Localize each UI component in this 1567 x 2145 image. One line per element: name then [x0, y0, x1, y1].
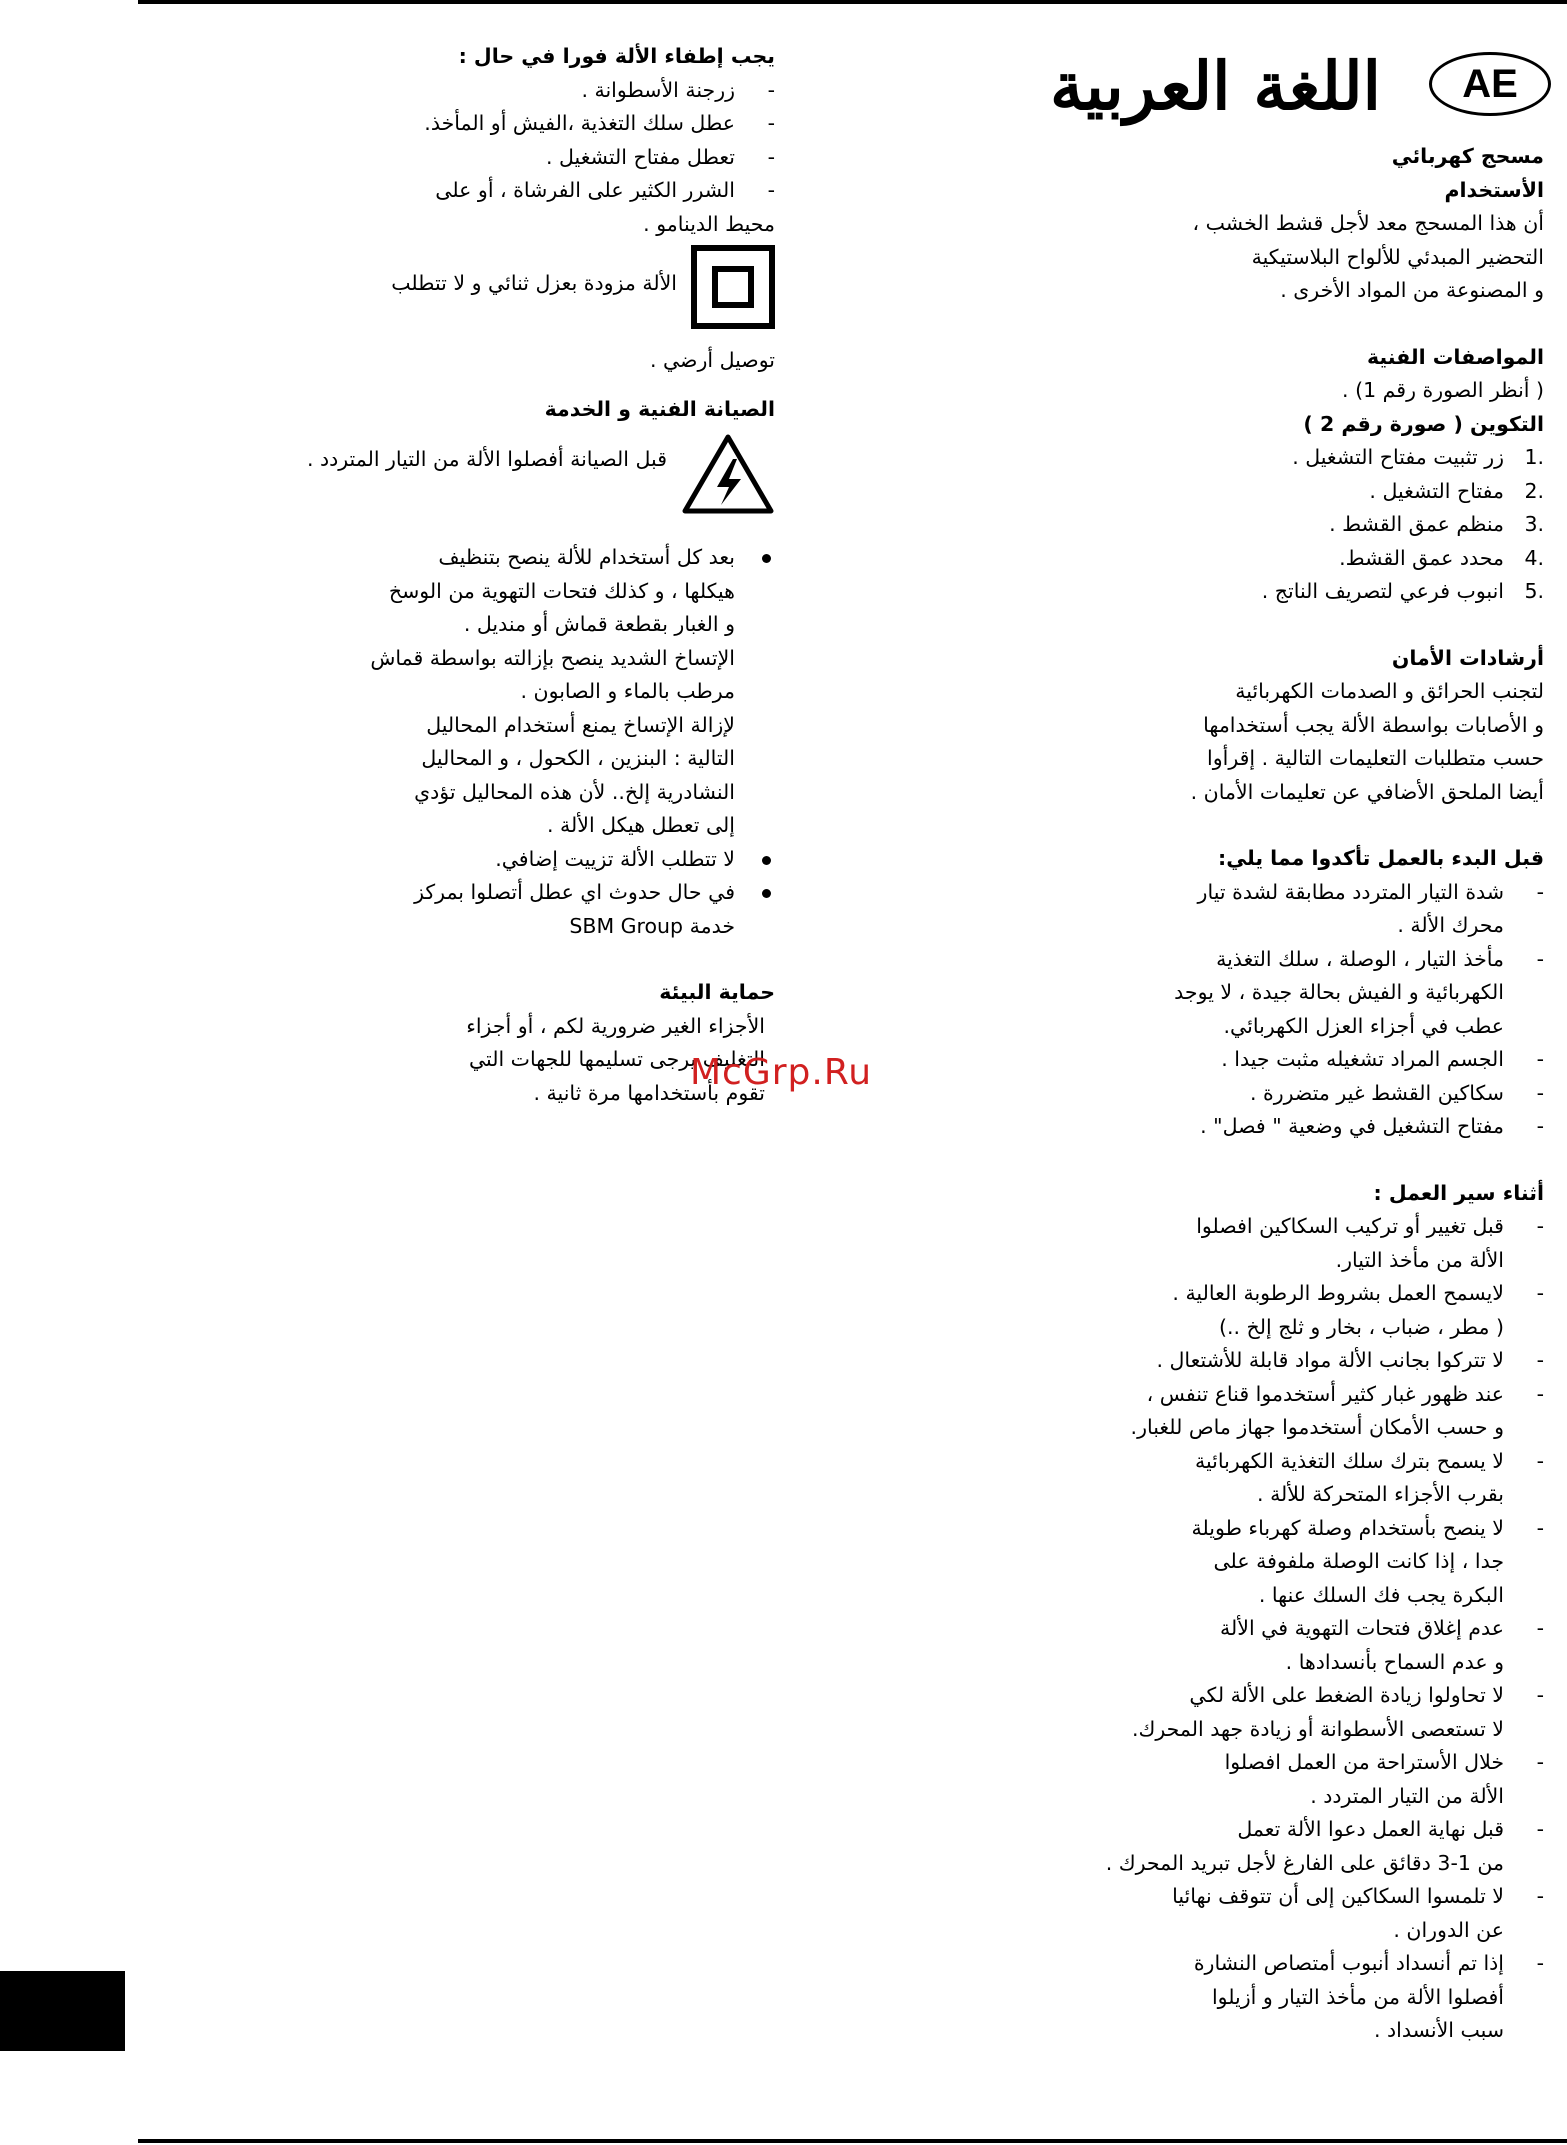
language-badge: AE	[1429, 52, 1551, 116]
list-item: - قبل نهاية العمل دعوا الألة تعمل من 1-3 دقائق على الفارغ لأجل تبريد المحرك .	[1050, 1813, 1544, 1880]
list-item: لا تتطلب الألة تزييت إضافي.	[255, 843, 775, 877]
specs-heading: المواصفات الفنية	[1367, 344, 1544, 369]
page-edge-tab	[0, 1971, 125, 2051]
maintenance-warning-text: قبل الصيانة أفصلوا الألة من التيار المتردد .	[306, 446, 667, 471]
electric-hazard-icon	[681, 433, 775, 526]
usage-line: و المصنوعة من المواد الأخرى .	[1280, 278, 1544, 302]
list-item: في حال حدوث اي عطل أتصلوا بمركز خدمة SBM Group	[255, 876, 775, 943]
list-item: بعد كل أستخدام للألة ينصح بتنظيف هيكلها ، و كذلك فتحات التهوية من الوسخ و الغبار بقطعة قماش أو منديل . الإتساخ الشديد ينصح بإزالته بواسطة قماش مرطب بالماء و الصابون . لإزالة الإتساخ يمنع أستخدام المحاليل التالية : البنزين ، الكحول ، و المحاليل النشادرية إلخ.. لأن هذه المحاليل تؤدي إلى تعطل هيكل الألة .	[255, 541, 775, 843]
list-item: - لا تحاولوا زيادة الضغط على الألة لكي لا تستعصى الأسطوانة أو زيادة جهد المحرك.	[1050, 1679, 1544, 1746]
list-item: - تعطل مفتاح التشغيل .	[255, 141, 775, 175]
list-item: - عطل سلك التغذية ،الفيش أو المأخذ.	[255, 107, 775, 141]
bottom-rule	[138, 2139, 1567, 2143]
double-insulation-icon	[691, 245, 775, 340]
list-item: - عند ظهور غبار كثير أستخدموا قناع تنفس ، و حسب الأمكان أستخدموا جهاز ماص للغبار.	[1050, 1378, 1544, 1445]
double-insulation-tail: توصيل أرضي .	[649, 347, 775, 372]
during-work-heading: أثناء سير العمل :	[1373, 1180, 1544, 1205]
before-work-list	[1050, 876, 1544, 1144]
shutdown-tail: محيط الدينامو .	[643, 211, 775, 236]
list-item: - لايسمح العمل بشروط الرطوبة العالية . ( مطر ، ضباب ، بخار و ثلج إلخ ..)	[1050, 1277, 1544, 1344]
composition-item: 5. انبوب فرعي لتصريف الناتج .	[1261, 579, 1544, 603]
list-item: - مأخذ التيار ، الوصلة ، سلك التغذية الكهربائية و الفيش بحالة جيدة ، لا يوجد عطب في أجزاء العزل الكهربائي.	[1050, 943, 1544, 1044]
environment-heading: حماية البيئة	[659, 980, 775, 1004]
list-item: - قبل تغيير أو تركيب السكاكين افصلوا الألة من مأخذ التيار.	[1050, 1210, 1544, 1277]
watermark: McGrp.Ru	[690, 1052, 873, 1093]
product-title: مسحج كهربائي	[1391, 144, 1544, 168]
top-rule	[138, 0, 1567, 4]
list-item: - لا يسمح بترك سلك التغذية الكهربائية بقرب الأجزاء المتحركة للألة .	[1050, 1445, 1544, 1512]
usage-heading: الأستخدام	[1444, 177, 1544, 202]
composition-heading: التكوين ( صورة رقم 2 )	[1303, 411, 1544, 436]
list-item: - زرجنة الأسطوانة .	[255, 74, 775, 108]
safety-text: لتجنب الحرائق و الصدمات الكهربائية و الأصابات بواسطة الألة يجب أستخدامها حسب متطلبات التعليمات التالية . إقرأوا أيضا الملحق الأضافي عن تعليمات الأمان .	[1190, 679, 1544, 804]
maintenance-warning-row	[255, 433, 775, 526]
safety-heading: أرشادات الأمان	[1391, 645, 1544, 670]
before-work-heading: قبل البدء بالعمل تأكدوا مما يلي:	[1218, 846, 1544, 870]
composition-item: 1. زر تثبيت مفتاح التشغيل .	[1292, 445, 1544, 469]
list-item: - خلال الأستراحة من العمل افصلوا الألة من التيار المتردد .	[1050, 1746, 1544, 1813]
list-item: - شدة التيار المتردد مطابقة لشدة تيار محرك الألة .	[1050, 876, 1544, 943]
list-item: - لا ينصح بأستخدام وصلة كهرباء طويلة جدا ، إذا كانت الوصلة ملفوفة على البكرة يجب فك السلك عنها .	[1050, 1512, 1544, 1613]
composition-item: 4. محدد عمق القشط.	[1339, 545, 1544, 570]
language-header	[1050, 38, 1551, 138]
shutdown-list	[255, 74, 775, 208]
usage-line: التحضير المبدئي للألواح البلاستيكية	[1251, 244, 1544, 269]
during-work-list	[1050, 1210, 1544, 2048]
list-item: - الشرر الكثير على الفرشاة ، أو على	[255, 174, 775, 208]
language-title: اللغة العربية	[1050, 47, 1381, 125]
environment-text: الأجزاء الغير ضرورية لكم ، أو أجزاء التغليف يرجى تسليمها للجهات التي تقوم بأستخدامها مرة ثانية .	[466, 1013, 765, 1105]
list-item: - لا تتركوا بجانب الألة مواد قابلة للأشتعال .	[1050, 1344, 1544, 1378]
usage-line: أن هذا المسحج معد لأجل قشط الخشب ،	[1192, 211, 1544, 235]
double-insulation-row	[255, 245, 775, 340]
maintenance-list	[255, 541, 775, 943]
double-insulation-text: الألة مزودة بعزل ثنائي و لا تتطلب	[391, 271, 677, 295]
composition-item: 2. مفتاح التشغيل .	[1369, 478, 1544, 503]
list-item: - لا تلمسوا السكاكين إلى أن تتوقف نهائيا عن الدوران .	[1050, 1880, 1544, 1947]
composition-item: 3. منظم عمق القشط .	[1329, 512, 1544, 536]
shutdown-heading: يجب إطفاء الألة فورا في حال :	[458, 44, 775, 68]
specs-line: ( أنظر الصورة رقم 1) .	[1342, 378, 1544, 402]
list-item: - سكاكين القشط غير متضررة .	[1050, 1077, 1544, 1111]
composition-list	[1050, 441, 1544, 609]
left-column	[255, 40, 775, 1110]
right-column	[1050, 140, 1544, 2048]
maintenance-heading: الصيانة الفنية و الخدمة	[544, 397, 775, 421]
list-item: - عدم إغلاق فتحات التهوية في الألة و عدم السماح بأنسدادها .	[1050, 1612, 1544, 1679]
list-item: - مفتاح التشغيل في وضعية " فصل" .	[1050, 1110, 1544, 1144]
list-item: - الجسم المراد تشغيله مثبت جيدا .	[1050, 1043, 1544, 1077]
usage-text	[1050, 207, 1544, 308]
list-item: - إذا تم أنسداد أنبوب أمتصاص النشارة أفصلوا الألة من مأخذ التيار و أزيلوا سبب الأنسداد .	[1050, 1947, 1544, 2048]
